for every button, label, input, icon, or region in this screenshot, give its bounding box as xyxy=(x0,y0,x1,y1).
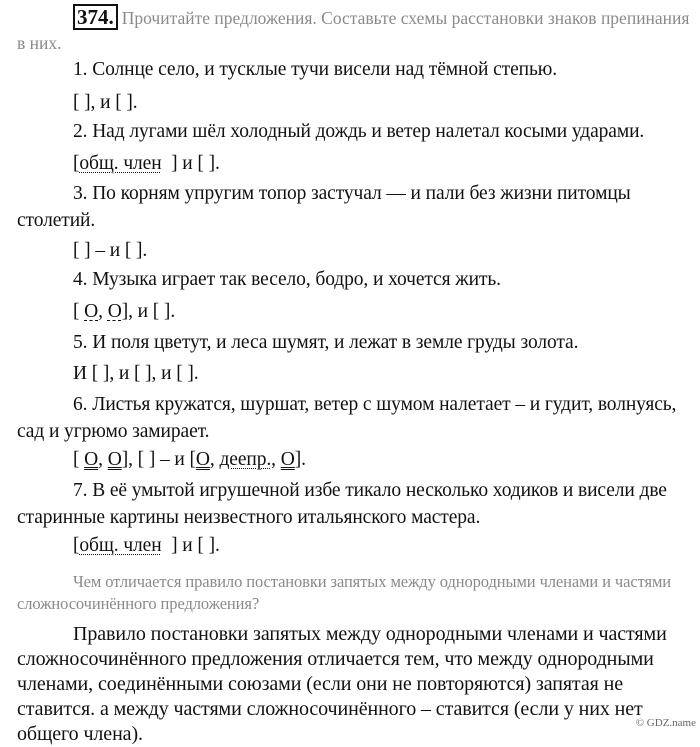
sentence-3: 3. По корням упругим топор застучал — и пали без жизни питомцы столетий. xyxy=(17,183,631,231)
homogeneous-member: О xyxy=(84,301,99,322)
scheme-5: И [ ], и [ ], и [ ]. xyxy=(73,363,199,384)
sentence-4: 4. Музыка играет так весело, бодро, и хочется жить. xyxy=(73,269,501,290)
sentence-2: 2. Над лугами шёл холодный дождь и ветер налетал косыми ударами. xyxy=(73,121,645,142)
homogeneous-predicate: О xyxy=(280,449,295,470)
scheme-comma: , xyxy=(98,301,108,322)
scheme-bracket: [ xyxy=(73,535,80,556)
homogeneous-predicate: О xyxy=(84,449,99,470)
question: Чем отличается правило постановки запятых между однородными членами и частями сложносочинённого предложения? xyxy=(17,572,672,613)
scheme-6 xyxy=(17,446,697,473)
scheme-comma: , xyxy=(209,449,220,470)
exercise-header xyxy=(17,4,697,56)
homogeneous-predicate: О xyxy=(195,449,210,470)
watermark: © GDZ.name xyxy=(635,717,696,729)
homogeneous-predicate: О xyxy=(107,449,122,470)
sentence-1: 1. Солнце село, и тусклые тучи висели над тёмной степью. xyxy=(73,59,557,80)
scheme-7 xyxy=(17,532,697,559)
common-member-label: общ. член xyxy=(79,153,162,174)
sentence-6: 6. Листья кружатся, шуршат, ветер с шумом налетает – и гудит, волнуясь, сад и угрюмо замирает. xyxy=(17,394,677,442)
scheme-middle: ], [ ] – и [ xyxy=(121,449,196,470)
scheme-rest: ] и [ ]. xyxy=(161,153,220,174)
scheme-comma: , xyxy=(98,449,108,470)
scheme-bracket: [ xyxy=(73,449,85,470)
scheme-4 xyxy=(17,298,697,325)
scheme-3: [ ] – и [ ]. xyxy=(73,240,148,261)
scheme-bracket: [ xyxy=(73,153,80,174)
scheme-rest: ]. xyxy=(294,449,306,470)
scheme-2 xyxy=(17,150,697,177)
sentence-7: 7. В её умытой игрушечной избе тикало несколько ходиков и висели две старинные картины неизвестного итальянского мастера. xyxy=(17,480,667,528)
gerund-label: деепр. xyxy=(219,449,272,470)
scheme-rest: ] и [ ]. xyxy=(161,535,220,556)
answer: Правило постановки запятых между однородными членами и частями сложносочинённого предложения отличается тем, что между однородными членами, соединёнными союзами (если они не повторяются) запятая не ставится. а между частями сложносочинённого – ставится (если у них нет общего члена). xyxy=(17,623,667,745)
scheme-comma: , xyxy=(271,449,281,470)
exercise-number: 374. xyxy=(73,4,118,30)
scheme-rest: ], и [ ]. xyxy=(121,301,176,322)
common-member-label: общ. член xyxy=(79,535,162,556)
exercise-task: Прочитайте предложения. Составьте схемы расстановки знаков препинания в них. xyxy=(17,8,690,53)
sentence-5: 5. И поля цветут, и леса шумят, и лежат в земле груды золота. xyxy=(73,332,579,353)
scheme-1: [ ], и [ ]. xyxy=(73,92,138,113)
scheme-bracket: [ xyxy=(73,301,85,322)
homogeneous-member: О xyxy=(107,301,122,322)
